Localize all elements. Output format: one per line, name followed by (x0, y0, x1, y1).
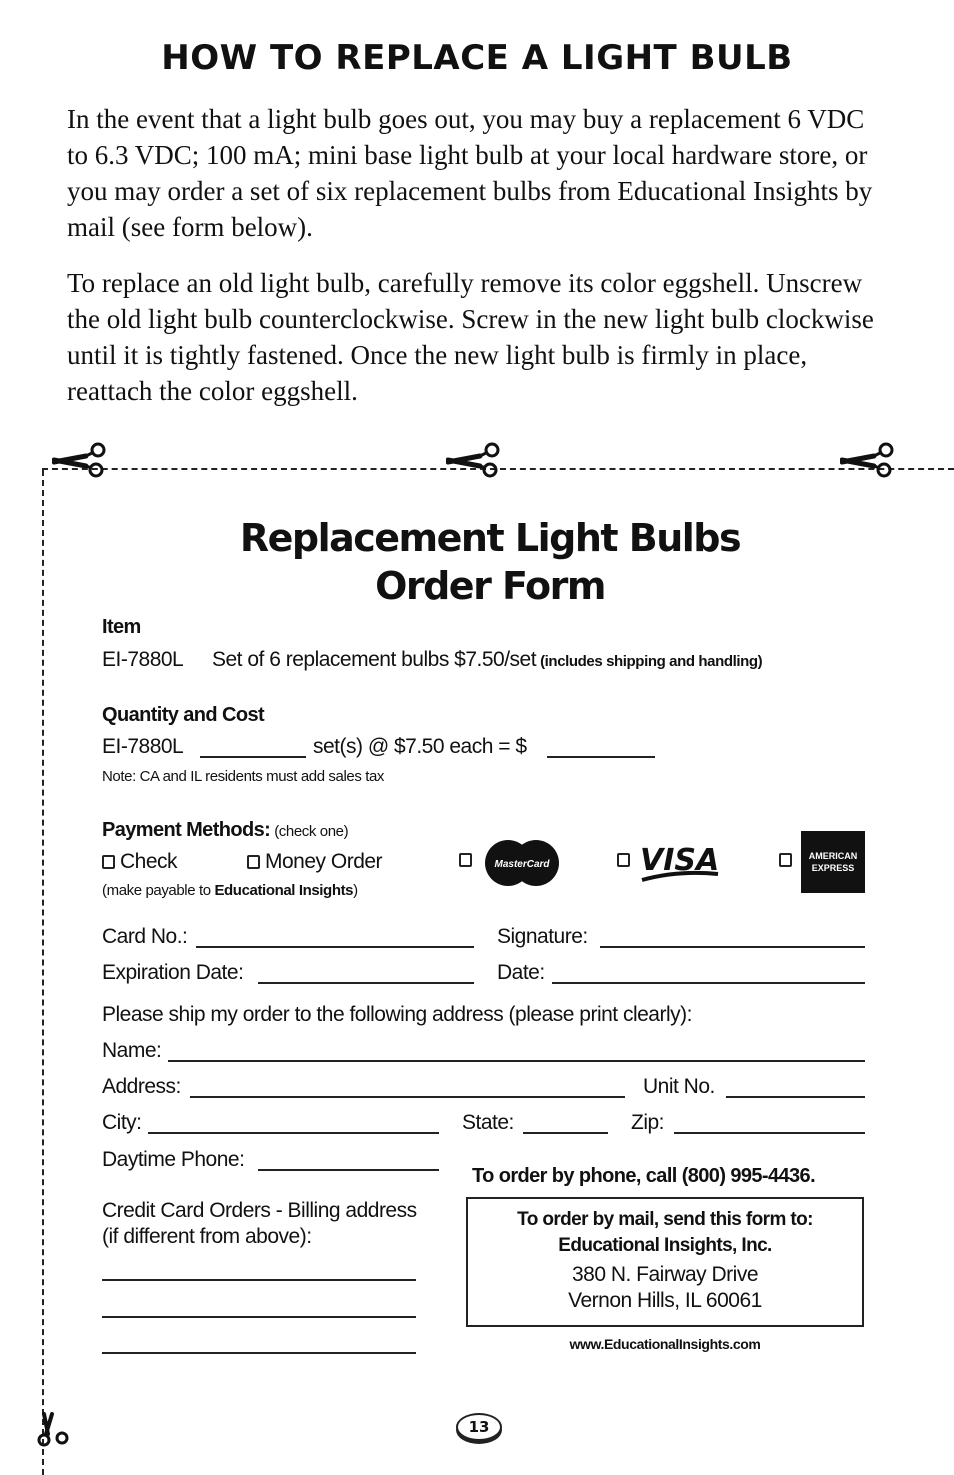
payment-hint: (check one) (274, 823, 349, 840)
item-description-row (212, 648, 762, 672)
check-option[interactable] (102, 850, 177, 874)
expiration-field[interactable] (258, 982, 474, 984)
city-field[interactable] (148, 1132, 439, 1134)
visa-checkbox[interactable] (617, 853, 630, 867)
city-label: City: (102, 1111, 142, 1134)
address-label: Address: (102, 1075, 181, 1098)
payable-suffix: ) (353, 882, 358, 899)
quantity-field[interactable] (200, 756, 306, 758)
scissors-icon (446, 440, 506, 480)
scissors-icon (52, 440, 112, 480)
paragraph-buy-replacement: In the event that a light bulb goes out, you may buy a replacement 6 VDC to 6.3 VDC; 100 mA; mini base light bulb at your local hardware store, or you may order a set of six replacement bulbs from Educational Insights by mail (see form below). (67, 104, 873, 242)
card-no-field[interactable] (196, 946, 474, 948)
item-description: Set of 6 replacement bulbs $7.50/set (212, 648, 537, 671)
cut-line-vertical (42, 470, 44, 1475)
payment-label: Payment Methods: (102, 819, 271, 841)
payable-note (102, 882, 358, 900)
state-label: State: (462, 1111, 514, 1134)
billing-line-2-field[interactable] (102, 1316, 416, 1318)
page-number: 13 (456, 1413, 502, 1441)
amex-text-line2: EXPRESS (811, 863, 855, 873)
page-heading: HOW TO REPLACE A LIGHT BULB (161, 38, 793, 78)
website-link[interactable]: www.EducationalInsights.com (569, 1336, 761, 1352)
form-subtitle: Order Form (375, 564, 605, 608)
signature-label: Signature: (497, 925, 588, 948)
expiration-label: Expiration Date: (102, 961, 244, 984)
name-field[interactable] (168, 1060, 865, 1062)
date-label: Date: (497, 961, 545, 984)
money-order-checkbox[interactable] (247, 855, 260, 869)
unit-no-field[interactable] (726, 1096, 865, 1098)
mail-company: Educational Insights, Inc. (558, 1235, 772, 1256)
mail-street: 380 N. Fairway Drive (571, 1263, 759, 1286)
billing-line-3-field[interactable] (102, 1352, 416, 1354)
daytime-phone-label: Daytime Phone: (102, 1148, 245, 1171)
state-field[interactable] (523, 1132, 608, 1134)
mail-city-state: Vernon Hills, IL 60061 (568, 1289, 762, 1312)
payable-prefix: (make payable to (102, 882, 215, 899)
mastercard-logo-icon (482, 838, 562, 888)
amex-checkbox[interactable] (779, 853, 792, 867)
billing-label-line2: (if different from above): (102, 1225, 312, 1248)
form-title: Replacement Light Bulbs (239, 516, 741, 560)
check-checkbox[interactable] (102, 855, 115, 869)
mastercard-text: MasterCard (494, 859, 550, 870)
scissors-icon (34, 1412, 74, 1448)
billing-line-1-field[interactable] (102, 1279, 416, 1281)
check-label: Check (120, 850, 178, 873)
scissors-icon (840, 440, 900, 480)
mail-order-box (466, 1197, 864, 1327)
quantity-code: EI-7880L (102, 735, 184, 758)
card-no-label: Card No.: (102, 925, 188, 948)
zip-field[interactable] (674, 1132, 865, 1134)
tax-note: Note: CA and IL residents must add sales tax (102, 768, 385, 785)
address-field[interactable] (190, 1096, 625, 1098)
paragraph-replace-instructions: To replace an old light bulb, carefully remove its color eggshell. Unscrew the old light bulb counterclockwise. Screw in the new light bulb clockwise until it is tightly fastened. Once the new light bulb is firmly in place, reattach the color eggshell. (67, 268, 874, 406)
cost-field[interactable] (547, 756, 655, 758)
item-code: EI-7880L (102, 648, 184, 671)
quantity-label: Quantity and Cost (102, 704, 265, 726)
phone-order-text: To order by phone, call (800) 995-4436. (472, 1165, 816, 1187)
amex-text-line1: AMERICAN (808, 851, 858, 861)
amex-logo-icon (801, 831, 865, 893)
item-label: Item (102, 616, 141, 638)
zip-label: Zip: (631, 1111, 665, 1134)
payment-header (102, 819, 348, 842)
daytime-phone-field[interactable] (258, 1169, 439, 1171)
money-order-label: Money Order (265, 850, 383, 873)
visa-logo-icon (638, 840, 722, 886)
billing-label-line1: Credit Card Orders - Billing address (102, 1199, 417, 1222)
item-note: (includes shipping and handling) (540, 653, 763, 670)
name-label: Name: (102, 1039, 162, 1062)
signature-field[interactable] (600, 946, 865, 948)
date-field[interactable] (552, 982, 865, 984)
payable-name: Educational Insights (214, 882, 354, 899)
visa-text: VISA (640, 843, 720, 878)
ship-instructions: Please ship my order to the following address (please print clearly): (102, 1003, 692, 1026)
mail-line1: To order by mail, send this form to: (517, 1209, 813, 1230)
unit-no-label: Unit No. (643, 1075, 715, 1098)
quantity-unit-text: set(s) @ $7.50 each = $ (313, 735, 527, 758)
mastercard-checkbox[interactable] (459, 853, 472, 867)
money-order-option[interactable] (247, 850, 382, 874)
